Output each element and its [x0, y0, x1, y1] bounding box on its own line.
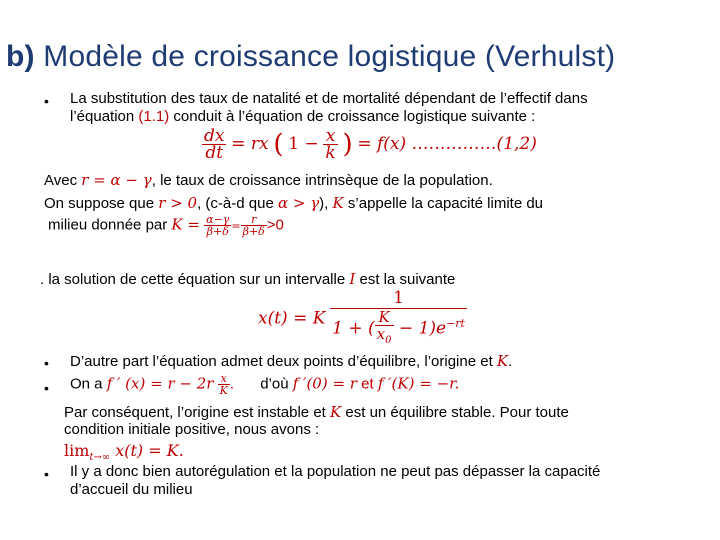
eq1-inner-fraction: $\frac{x}{k}$ [325, 126, 336, 163]
title-prefix: b) [6, 40, 35, 73]
bullet-4: • [44, 466, 49, 482]
avec-line: Avec r = α − γ, le taux de croissance intrinsèque de la population. [44, 171, 493, 189]
suppose-line: On suppose que r > 0, (c-à-d que α > γ), K s’appelle la capacité limite du [44, 194, 544, 212]
intro-line-2: l’équation (1.1) conduit à l’équation de croissance logistique suivante : [70, 108, 536, 125]
milieu-fraction-2: $\frac{r}{\beta+\delta}$ [242, 213, 265, 238]
solution-line: . la solution de cette équation sur un intervalle I est la suivante [40, 270, 456, 288]
limit-line: $\lim_{t\to\infty} x(t) = K$. [64, 441, 184, 464]
bullet-3: • [44, 380, 49, 396]
solution-equation: x(t) = K 1 1 + ( $\frac{K}{x_0}$ − $1)e^{-rt}$ [258, 288, 467, 349]
eq1-lhs-fraction: $\frac{dx}{dt}$ [204, 126, 225, 163]
equilibrium-line: D’autre part l’équation admet deux points d’équilibre, l’origine et K. [70, 352, 513, 370]
title-text: Modèle de croissance logistique (Verhulst) [43, 40, 616, 73]
derivative-fraction: $\frac{x}{K}$ [219, 372, 228, 397]
avec-math: r = α − γ [81, 171, 152, 189]
consequence-line-2: condition initiale positive, nous avons : [64, 421, 320, 438]
logistic-equation: $\frac{dx}{dt}$ = rx ( 1 − $\frac{x}{k}$ ) = f(x) ……………(1,2) [204, 126, 537, 163]
conclusion-line-1: Il y a donc bien autorégulation et la population ne peut pas dépasser la capacité [70, 463, 601, 480]
milieu-fraction-1: $\frac{\alpha-\gamma}{\beta+\delta}$ [206, 213, 230, 238]
bullet-2: • [44, 355, 49, 371]
derivative-line: On a f ′ (x) = r − 2r $\frac{x}{K}$ . d’où f ′(0) = r et f ′(K) = −r. [70, 372, 460, 397]
conclusion-line-2: d’accueil du milieu [70, 481, 193, 498]
milieu-line: milieu donnée par K = $\frac{\alpha-\gamma}{\beta+\delta}$ = $\frac{r}{\beta+\delta}$ >0 [48, 213, 284, 238]
equation-ref: (1.1) [138, 108, 170, 125]
intro-line-1: La substitution des taux de natalité et de mortalité dépendant de l’effectif dans [70, 90, 588, 107]
consequence-line-1: Par conséquent, l’origine est instable et K est un équilibre stable. Pour toute [64, 403, 569, 421]
solution-fraction: 1 1 + ( $\frac{K}{x_0}$ − $1)e^{-rt}$ [332, 288, 465, 346]
bullet-1: • [44, 93, 49, 109]
slide-title [6, 40, 615, 74]
